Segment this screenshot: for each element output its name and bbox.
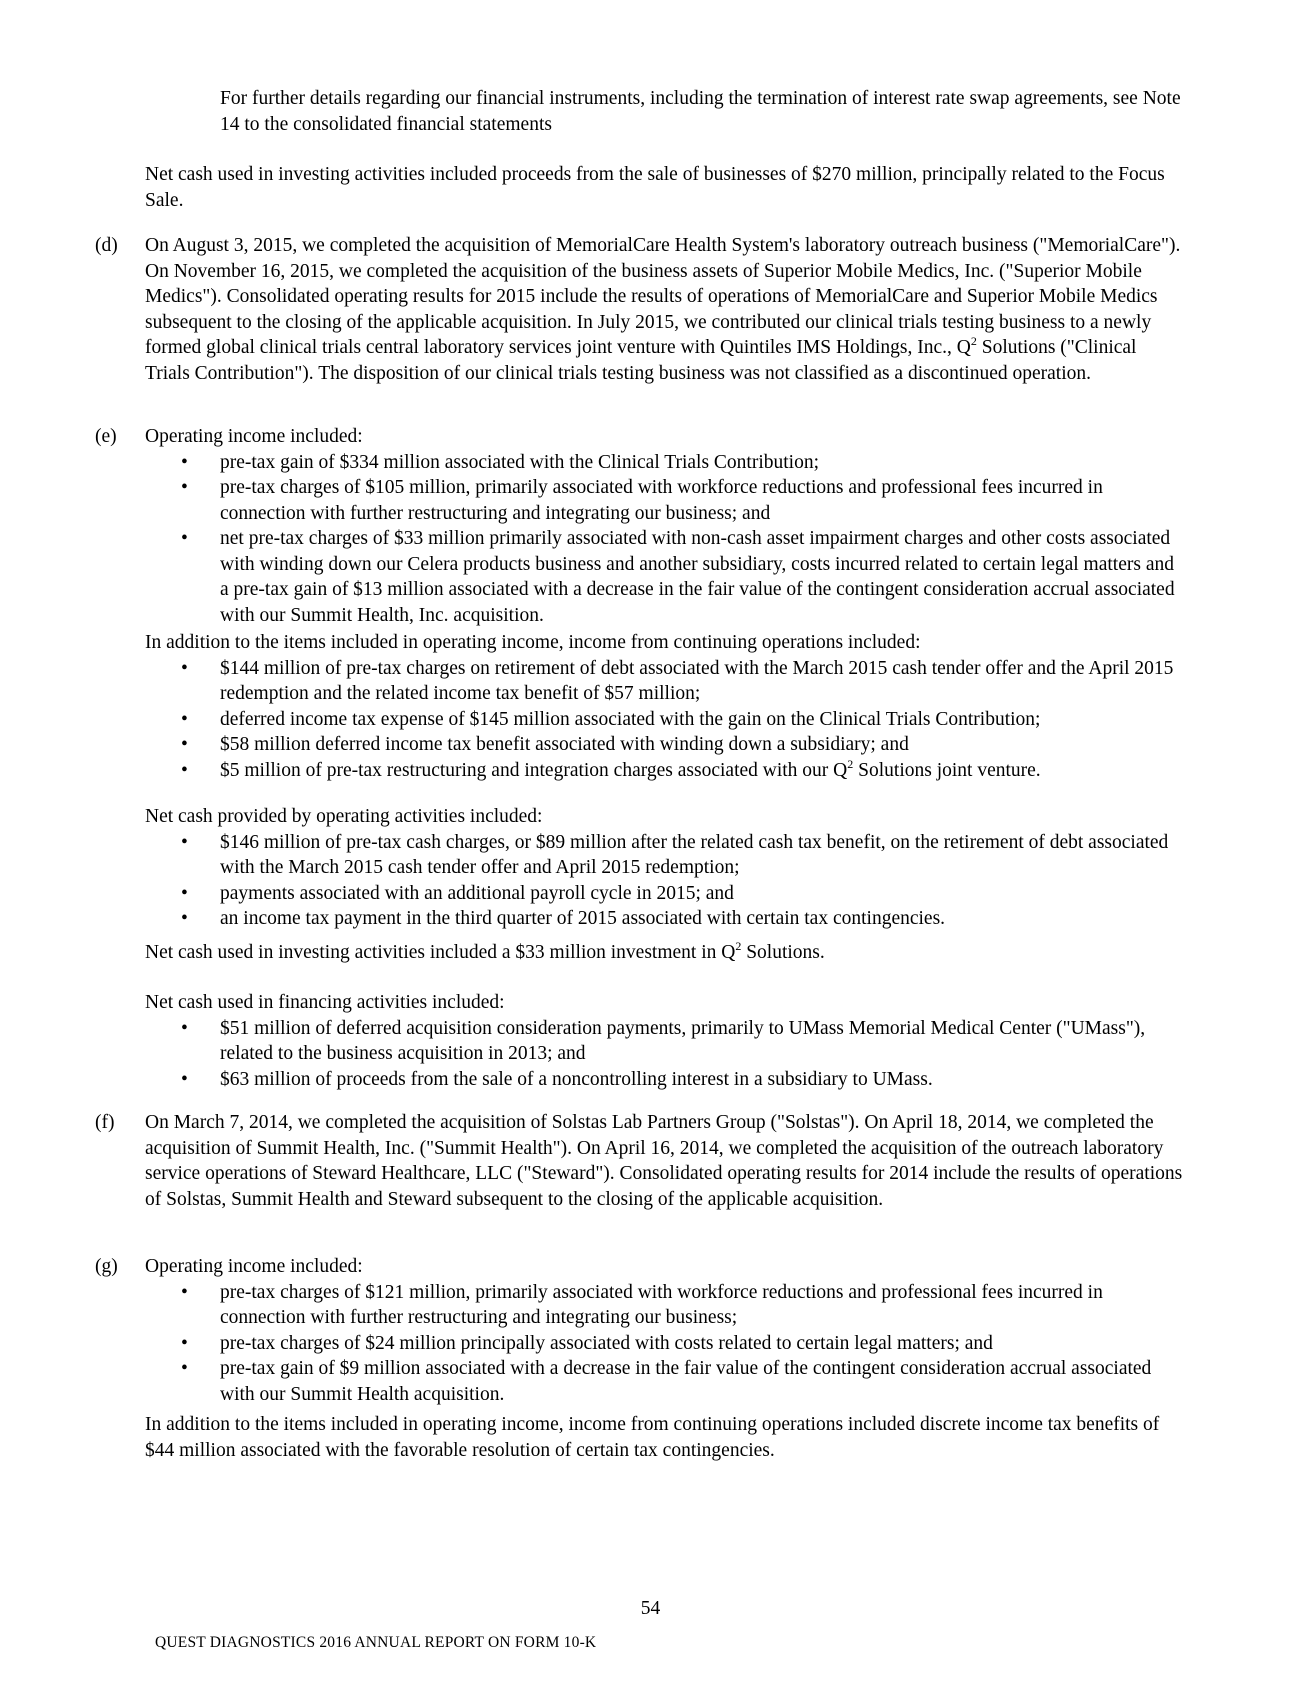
- list-item-text: pre-tax charges of $24 million principally associated with costs related to certain legal matters; and: [220, 1332, 993, 1354]
- note-f-text: On March 7, 2014, we completed the acquisition of Solstas Lab Partners Group ("Solstas"). On April 18, 2014, we completed the acquisition of Summit Health, Inc. ("Summit Health"). On April 16, 2014, we completed the acquisition of the outreach laboratory service operations of Steward Healthcare, LLC ("Steward"). Consolidated operating results for 2014 include the results of operations of Solstas, Summit Health and Steward subsequent to the closing of the applicable acquisition.: [145, 1112, 1183, 1210]
- list-item: [145, 732, 1185, 758]
- list-item-text: $63 million of proceeds from the sale of a noncontrolling interest in a subsidiary to UMass.: [220, 1068, 933, 1090]
- list-item-text: an income tax payment in the third quarter of 2015 associated with certain tax contingencies.: [220, 908, 946, 929]
- note-d-label: (d): [95, 235, 118, 256]
- bullet-icon: •: [181, 882, 188, 904]
- note-e-financing-list: [145, 1016, 1185, 1093]
- bullet-icon: •: [181, 734, 188, 755]
- bullet-icon: •: [181, 1281, 188, 1303]
- list-item: [145, 526, 1185, 628]
- note-e-operating-cash-body: [145, 804, 1185, 932]
- list-item: [145, 1280, 1185, 1331]
- list-item-text: pre-tax gain of $334 million associated with the Clinical Trials Contribution;: [220, 451, 820, 473]
- note-d-superscript: 2: [970, 334, 977, 348]
- note-e-continuing-heading: In addition to the items included in operating income, income from continuing operations included:: [145, 632, 921, 653]
- list-item-text: payments associated with an additional payroll cycle in 2015; and: [220, 882, 734, 904]
- note-e-financing-heading: Net cash used in financing activities included:: [145, 992, 505, 1013]
- list-item: [145, 906, 1185, 932]
- list-item: [145, 1067, 1185, 1093]
- bullet-icon: •: [181, 1068, 188, 1090]
- bullet-icon: •: [181, 477, 188, 498]
- bullet-icon: •: [181, 451, 188, 473]
- list-item: [145, 758, 1185, 784]
- note-g-continuing-text: In addition to the items included in operating income, income from continuing operations included discrete income tax benefits of $44 million associated with the favorable resolution of certain tax contingencies.: [145, 1414, 1160, 1461]
- note-e-label: (e): [95, 426, 117, 447]
- note-e-investing-part2: Solutions.: [741, 942, 825, 963]
- note-d-text-part1: On August 3, 2015, we completed the acquisition of MemorialCare Health System's laboratory outreach business ("MemorialCare"). On November 16, 2015, we completed the acquisition of the business assets of Superior Mobile Medics, Inc. ("Superior Mobile Medics"). Consolidated operating results for 2015 include the results of operations of MemorialCare and Superior Mobile Medics subsequent to the closing of the applicable acquisition. In July 2015, we contributed our clinical trials testing business to a newly formed global clinical trials central laboratory services joint venture with Quintiles IMS Holdings, Inc., Q: [145, 235, 1181, 358]
- list-item: [145, 656, 1185, 707]
- note-e-operating-list: [145, 450, 1185, 629]
- list-item: [145, 707, 1185, 733]
- list-item-text: $51 million of deferred acquisition consideration payments, primarily to UMass Memorial Medical Center ("UMass"), related to the business acquisition in 2013; and: [220, 1017, 1146, 1064]
- bullet-icon: •: [181, 528, 188, 549]
- note-e-investing-part1: Net cash used in investing activities included a $33 million investment in Q: [145, 942, 736, 963]
- note-g-heading: Operating income included:: [145, 1256, 363, 1277]
- list-item-text-part1: $5 million of pre-tax restructuring and integration charges associated with our Q: [220, 759, 848, 781]
- note-e-body: [145, 424, 1185, 628]
- note-e-investing-text: [145, 940, 1185, 966]
- list-item-text: pre-tax charges of $121 million, primarily associated with workforce reductions and professional fees incurred in connection with further restructuring and integrating our business;: [220, 1281, 1103, 1328]
- note-d-text: [145, 233, 1185, 386]
- bullet-icon: •: [181, 1332, 188, 1354]
- investing-activities-2016-text: Net cash used in investing activities included proceeds from the sale of businesses of $270 million, principally related to the Focus Sale.: [145, 164, 1165, 211]
- list-item-text: pre-tax charges of $105 million, primarily associated with workforce reductions and professional fees incurred in connection with further restructuring and integrating our business; and: [220, 477, 1103, 524]
- list-item-text-part2: Solutions joint venture.: [853, 759, 1041, 781]
- list-item: [145, 830, 1185, 881]
- list-item: [145, 450, 1185, 476]
- bullet-icon: •: [181, 1017, 188, 1039]
- list-item-text: $144 million of pre-tax charges on retirement of debt associated with the March 2015 cash tender offer and the April 2015 redemption and the related income tax benefit of $57 million;: [220, 657, 1174, 704]
- list-item-text: $146 million of pre-tax cash charges, or $89 million after the related cash tax benefit, on the retirement of debt associated with the March 2015 cash tender offer and April 2015 redemption;: [220, 831, 1169, 878]
- bullet-icon: •: [181, 759, 188, 781]
- page-number: 54: [640, 1598, 661, 1619]
- note-e-financing-body: [145, 990, 1185, 1092]
- note-e-continuing-list: [145, 656, 1185, 784]
- bullet-icon: •: [181, 1358, 188, 1379]
- list-item: [145, 881, 1185, 907]
- bullet-icon: •: [181, 831, 188, 853]
- list-item-text: $58 million deferred income tax benefit associated with winding down a subsidiary; and: [220, 734, 909, 755]
- financial-instruments-note: For further details regarding our financial instruments, including the termination of interest rate swap agreements, see Note 14 to the consolidated financial statements: [220, 88, 1181, 135]
- list-item: [145, 1331, 1185, 1357]
- note-d-text-part2: Solutions ("Clinical Trials Contribution"). The disposition of our clinical trials testing business was not classified as a discontinued operation.: [145, 337, 1137, 384]
- note-e-heading: Operating income included:: [145, 426, 363, 447]
- list-item-text: net pre-tax charges of $33 million primarily associated with non-cash asset impairment charges and other costs associated with winding down our Celera products business and another subsidiary, costs incurred related to certain legal matters and a pre-tax gain of $13 million associated with a decrease in the fair value of the contingent consideration accrual associated with our Summit Health, Inc. acquisition.: [220, 528, 1175, 626]
- note-e-operating-cash-heading: Net cash provided by operating activities included:: [145, 806, 543, 827]
- note-e-operating-cash-list: [145, 830, 1185, 932]
- superscript: 2: [735, 939, 742, 953]
- note-g-list: [145, 1280, 1185, 1408]
- bullet-icon: •: [181, 708, 188, 730]
- list-item: [145, 1356, 1185, 1407]
- bullet-icon: •: [181, 908, 188, 929]
- list-item: [145, 475, 1185, 526]
- list-item-text: pre-tax gain of $9 million associated with a decrease in the fair value of the contingent consideration accrual associated with our Summit Health acquisition.: [220, 1358, 1152, 1405]
- report-footer: QUEST DIAGNOSTICS 2016 ANNUAL REPORT ON FORM 10-K: [155, 1634, 597, 1651]
- bullet-icon: •: [181, 657, 188, 679]
- note-e-continuing-body: [145, 630, 1185, 783]
- note-g-label: (g): [95, 1256, 118, 1277]
- superscript: 2: [847, 756, 854, 771]
- note-f-label: (f): [95, 1112, 115, 1133]
- list-item-text: deferred income tax expense of $145 million associated with the gain on the Clinical Trials Contribution;: [220, 708, 1041, 730]
- note-g-body: [145, 1254, 1185, 1407]
- list-item: [145, 1016, 1185, 1067]
